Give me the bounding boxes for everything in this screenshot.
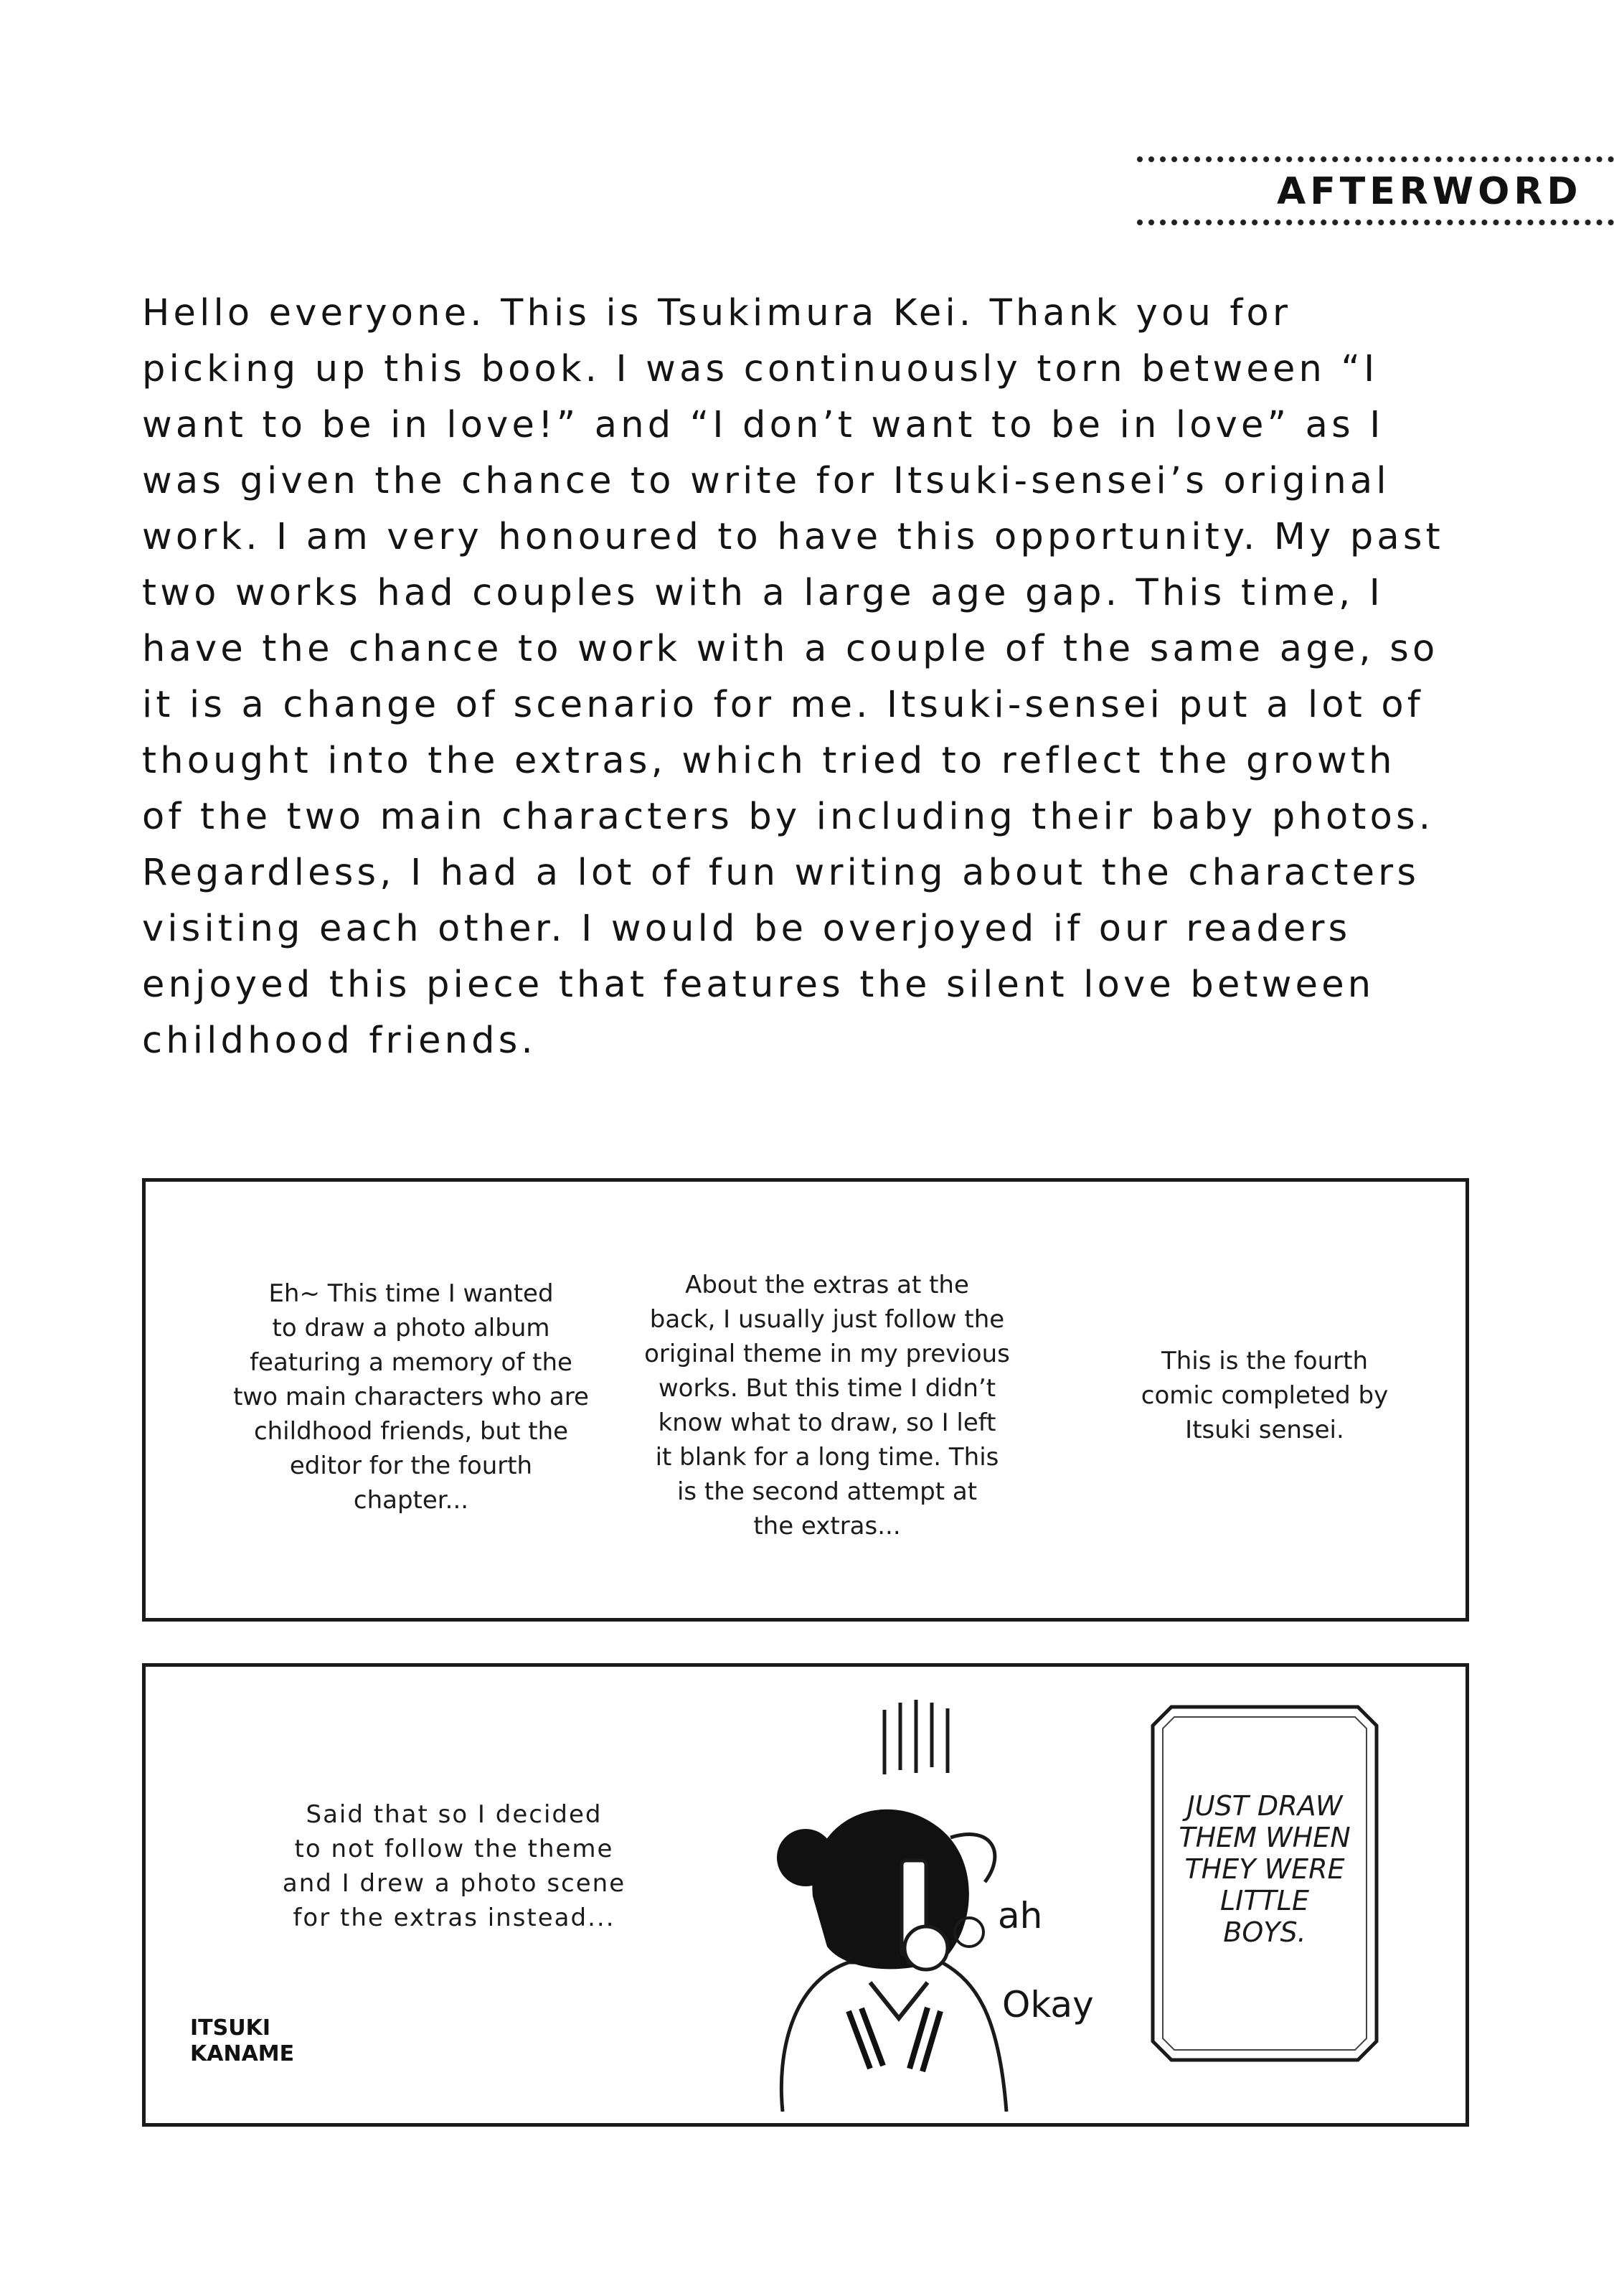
panel1-caption-middle: About the extras at the back, I usually just follow the original theme in my previous works. But this time I didn’t know what to draw, so I left it blank for a long time. This is the second attempt at the extras... xyxy=(644,1271,1010,1540)
speech-text: JUST DRAW THEM WHEN THEY WERE LITTLE BOYS. xyxy=(1179,1790,1351,1948)
comic-panel-2 xyxy=(142,1663,1469,2127)
comic-panel-1 xyxy=(142,1178,1469,1622)
sfx-ah: ah xyxy=(998,1895,1043,1937)
author-signature: ITSUKI KANAME xyxy=(190,2015,295,2066)
dotted-rule-bottom xyxy=(1137,220,1614,225)
page-title: AFTERWORD xyxy=(1277,170,1582,213)
panel2-caption: Said that so I decided to not follow the theme and I drew a photo scene for the extras instead... xyxy=(282,1800,626,1932)
panel1-caption-left: Eh~ This time I wanted to draw a photo album featuring a memory of the two main characters who are childhood friends, but the editor for the fourth chapter... xyxy=(233,1279,589,1515)
afterword-body-text: Hello everyone. This is Tsukimura Kei. Thank you for picking up this book. I was continuously torn between “I want to be in love!” and “I don’t want to be in love” as I was given the chance to write for Itsuki-sensei’s original work. I am very honoured to have this opportunity. My past two works had couples with a large age gap. This time, I have the chance to work with a couple of the same age, so it is a change of scenario for me. Itsuki-sensei put a lot of thought into the extras, which tried to reflect the growth of the two main characters by including their baby photos. Regardless, I had a lot of fun writing about the characters visiting each other. I would be overjoyed if our readers enjoyed this piece that features the silent love between childhood friends. xyxy=(142,292,1444,1062)
dotted-rule-top xyxy=(1137,156,1614,162)
body-outline xyxy=(781,1962,1006,2112)
panel1-caption-right: This is the fourth comic completed by Itsuki sensei. xyxy=(1141,1347,1389,1444)
shock-lines xyxy=(884,1700,948,1774)
sfx-okay: Okay xyxy=(1002,1984,1094,2026)
hand xyxy=(905,1926,948,1970)
